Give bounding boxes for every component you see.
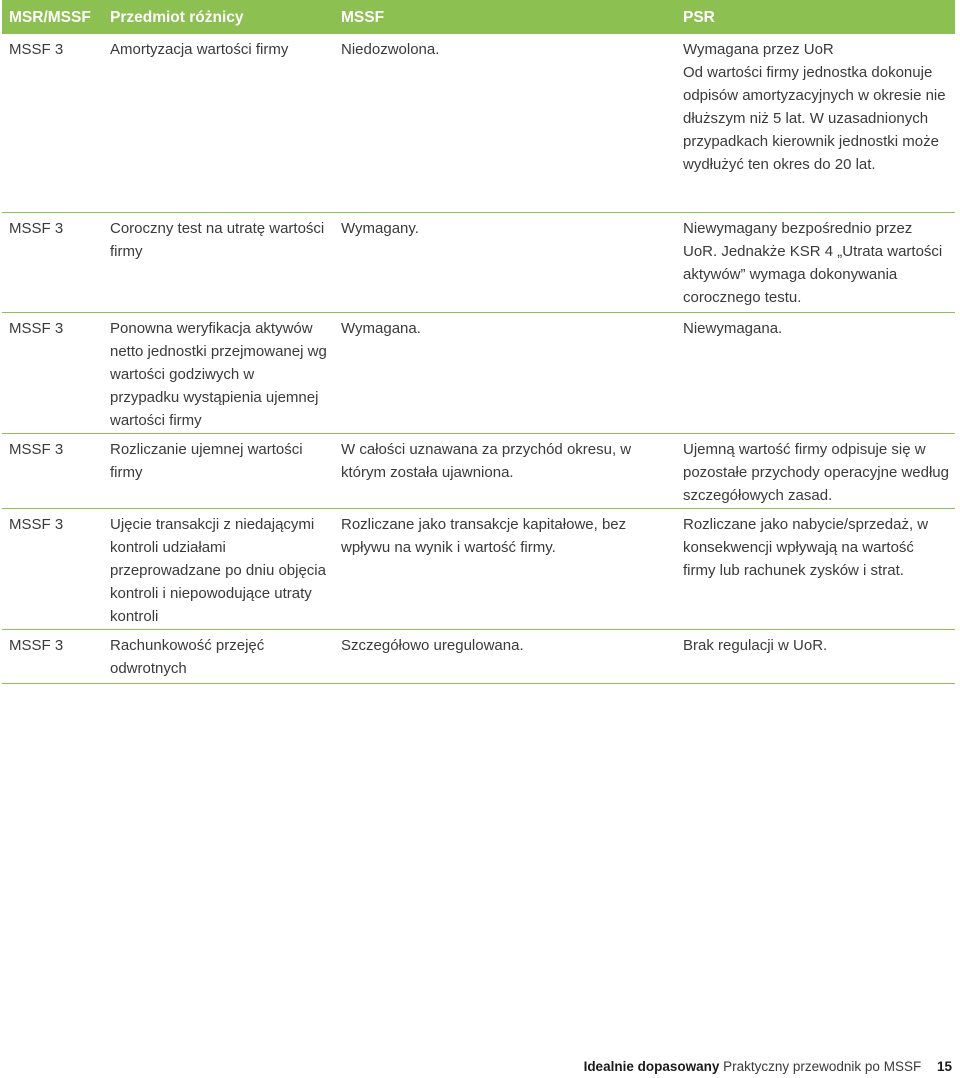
cell-mssf: W całości uznawana za przychód okresu, w którym została ujawniona. bbox=[341, 441, 632, 481]
cell-standard: MSSF 3 bbox=[9, 516, 64, 533]
table-row bbox=[2, 509, 955, 630]
cell-subject: Amortyzacja wartości firmy bbox=[110, 41, 289, 58]
comparison-table bbox=[2, 0, 955, 684]
cell-standard: MSSF 3 bbox=[9, 441, 64, 458]
cell-subject: Ponowna weryfikacja aktywów netto jednostki przejmowanej wg wartości godziwych w przypadku wystąpienia ujemnej wartości firmy bbox=[110, 320, 327, 429]
cell-psr: Niewymagana. bbox=[683, 320, 783, 337]
footer-title: Idealnie dopasowany bbox=[583, 1059, 720, 1074]
header-standard: MSR/MSSF bbox=[9, 8, 91, 26]
cell-mssf: Wymagana. bbox=[341, 320, 421, 337]
cell-psr: Rozliczane jako nabycie/sprzedaż, w konsekwencji wpływają na wartość firmy lub rachunek zysków i strat. bbox=[683, 516, 929, 579]
cell-standard: MSSF 3 bbox=[9, 320, 64, 337]
cell-standard: MSSF 3 bbox=[9, 637, 64, 654]
cell-subject: Ujęcie transakcji z niedającymi kontroli udziałami przeprowadzane po dniu objęcia kontroli i niepowodujące utraty kontroli bbox=[110, 516, 326, 625]
cell-psr: Ujemną wartość firmy odpisuje się w pozostałe przychody operacyjne według szczegółowych zasad. bbox=[683, 441, 949, 504]
cell-standard: MSSF 3 bbox=[9, 220, 64, 237]
cell-psr: Wymagana przez UoR Od wartości firmy jednostka dokonuje odpisów amortyzacyjnych w okresie nie dłuższym niż 5 lat. W uzasadnionych przypadkach kierownik jednostki może wydłużyć ten okres do 20 lat. bbox=[683, 41, 946, 173]
cell-subject: Coroczny test na utratę wartości firmy bbox=[110, 220, 325, 260]
header-psr: PSR bbox=[683, 8, 715, 26]
cell-psr: Niewymagany bezpośrednio przez UoR. Jednakże KSR 4 „Utrata wartości aktywów” wymaga dokonywania corocznego testu. bbox=[683, 220, 943, 306]
footer-subtitle: Praktyczny przewodnik po MSSF bbox=[723, 1059, 922, 1074]
table-row bbox=[2, 213, 955, 313]
page-footer bbox=[584, 1056, 952, 1078]
cell-subject: Rozliczanie ujemnej wartości firmy bbox=[110, 441, 303, 481]
cell-psr: Brak regulacji w UoR. bbox=[683, 637, 828, 654]
cell-standard: MSSF 3 bbox=[9, 41, 64, 58]
page-number: 15 bbox=[936, 1059, 952, 1074]
table-row bbox=[2, 34, 955, 213]
header-mssf: MSSF bbox=[341, 8, 385, 26]
table-row bbox=[2, 313, 955, 434]
cell-mssf: Niedozwolona. bbox=[341, 41, 440, 58]
cell-mssf: Rozliczane jako transakcje kapitałowe, bez wpływu na wynik i wartość firmy. bbox=[341, 516, 627, 556]
cell-mssf: Wymagany. bbox=[341, 220, 419, 237]
header-subject: Przedmiot różnicy bbox=[110, 8, 244, 26]
table-header-row bbox=[2, 0, 955, 34]
table-row bbox=[2, 630, 955, 684]
cell-subject: Rachunkowość przejęć odwrotnych bbox=[110, 637, 265, 677]
cell-mssf: Szczegółowo uregulowana. bbox=[341, 637, 524, 654]
table-row bbox=[2, 434, 955, 509]
